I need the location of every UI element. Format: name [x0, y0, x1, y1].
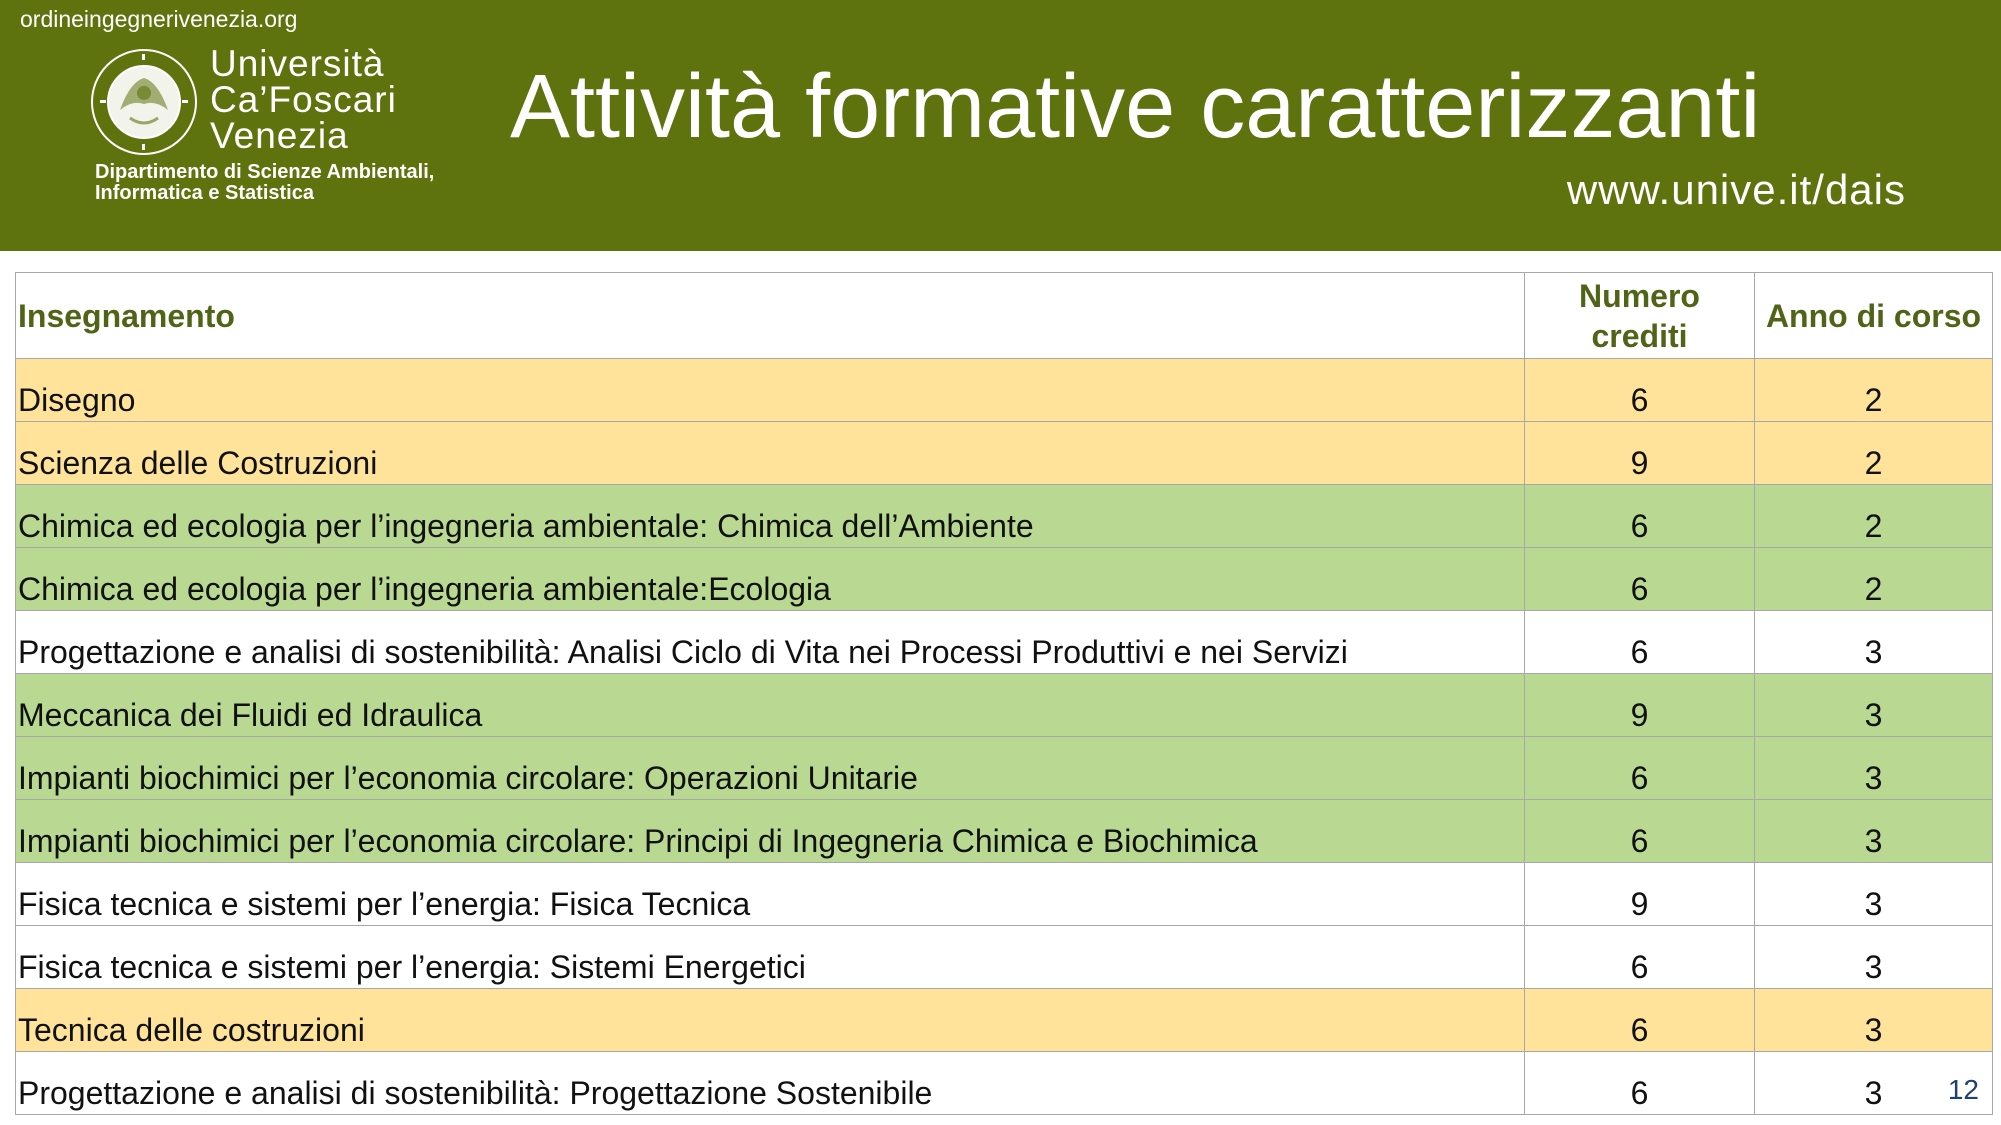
table-row: [16, 926, 1993, 989]
year-cell: 3: [1755, 800, 1993, 863]
table-row: [16, 989, 1993, 1052]
column-header-credits: Numero crediti: [1525, 273, 1755, 359]
page-number: 12: [1947, 1074, 1979, 1105]
table-row: [16, 548, 1993, 611]
credits-cell: 6: [1525, 1052, 1755, 1115]
credits-cell: 6: [1525, 611, 1755, 674]
credits-cell: 9: [1525, 422, 1755, 485]
course-cell: Progettazione e analisi di sostenibilità: Analisi Ciclo di Vita nei Processi Produttivi e nei Servizi: [16, 611, 1525, 674]
year-cell: 3: [1755, 611, 1993, 674]
course-cell: Impianti biochimici per l’economia circolare: Principi di Ingegneria Chimica e Biochimica: [16, 800, 1525, 863]
year-cell: 3: [1755, 674, 1993, 737]
table-row: [16, 611, 1993, 674]
table-row: [16, 485, 1993, 548]
year-cell: 2: [1755, 485, 1993, 548]
watermark-text: ordineingegnerivenezia.org: [20, 6, 298, 32]
website-url: www.unive.it/dais: [1566, 166, 1906, 213]
credits-cell: 6: [1525, 926, 1755, 989]
year-cell: 3: [1755, 926, 1993, 989]
credits-cell: 6: [1525, 989, 1755, 1052]
department-name-line1: Dipartimento di Scienze Ambientali,: [95, 161, 435, 183]
course-cell: Progettazione e analisi di sostenibilità: Progettazione Sostenibile: [16, 1052, 1525, 1115]
table-row: [16, 674, 1993, 737]
slide-title: Attività formative caratterizzanti: [510, 57, 1761, 157]
table-body: [16, 359, 1993, 1115]
credits-cell: 6: [1525, 737, 1755, 800]
course-cell: Chimica ed ecologia per l’ingegneria ambientale: Chimica dell’Ambiente: [16, 485, 1525, 548]
credits-cell: 9: [1525, 863, 1755, 926]
slide-header: [0, 0, 2001, 251]
table-row: [16, 737, 1993, 800]
university-name-line3: Venezia: [210, 115, 349, 156]
credits-cell: 6: [1525, 800, 1755, 863]
department-name: [95, 162, 434, 204]
year-cell: 2: [1755, 422, 1993, 485]
year-cell: 3: [1755, 989, 1993, 1052]
credits-cell: 6: [1525, 548, 1755, 611]
course-cell: Fisica tecnica e sistemi per l’energia: Sistemi Energetici: [16, 926, 1525, 989]
table-row: [16, 359, 1993, 422]
university-seal-icon: [90, 48, 198, 156]
course-cell: Meccanica dei Fluidi ed Idraulica: [16, 674, 1525, 737]
year-cell: 2: [1755, 359, 1993, 422]
university-name-line2: Ca’Foscari: [210, 79, 397, 120]
credits-cell: 9: [1525, 674, 1755, 737]
table-row: [16, 1052, 1993, 1115]
year-cell: 3: [1755, 1052, 1993, 1115]
university-name: [210, 43, 397, 156]
table-row: [16, 422, 1993, 485]
year-cell: 2: [1755, 548, 1993, 611]
course-cell: Impianti biochimici per l’economia circolare: Operazioni Unitarie: [16, 737, 1525, 800]
column-header-course: Insegnamento: [16, 273, 1525, 359]
year-cell: 3: [1755, 737, 1993, 800]
column-header-year: Anno di corso: [1755, 273, 1993, 359]
course-cell: Scienza delle Costruzioni: [16, 422, 1525, 485]
course-cell: Chimica ed ecologia per l’ingegneria ambientale:Ecologia: [16, 548, 1525, 611]
course-cell: Fisica tecnica e sistemi per l’energia: Fisica Tecnica: [16, 863, 1525, 926]
table-row: [16, 863, 1993, 926]
courses-table: [15, 272, 1993, 1115]
year-cell: 3: [1755, 863, 1993, 926]
course-cell: Disegno: [16, 359, 1525, 422]
credits-cell: 6: [1525, 485, 1755, 548]
credits-cell: 6: [1525, 359, 1755, 422]
course-cell: Tecnica delle costruzioni: [16, 989, 1525, 1052]
university-name-line1: Università: [210, 43, 385, 84]
department-name-line2: Informatica e Statistica: [95, 182, 314, 204]
table-row: [16, 800, 1993, 863]
table-header-row: [16, 273, 1993, 359]
